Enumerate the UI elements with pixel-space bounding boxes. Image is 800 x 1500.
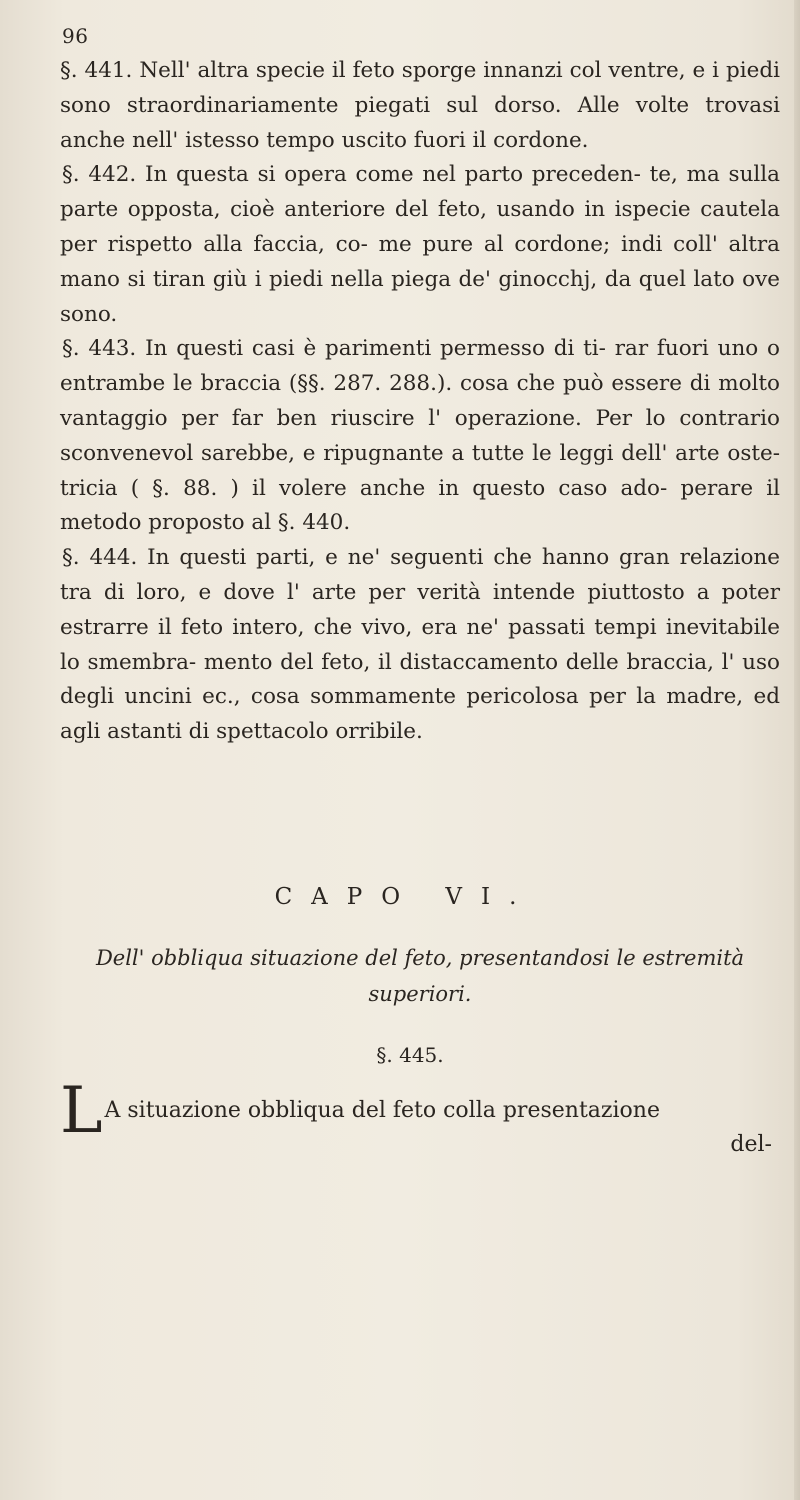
paragraph-443: §. 443. In questi casi è parimenti permesso di ti- rar fuori uno o entrambe le braccia (§§. 287. 288.). cosa che può essere di molto vantaggio per far ben riuscire l' operazione. Per lo contrario sconvenevol sarebbe, e ripugnante a tutte le leggi dell' arte oste- tricia ( §. 88. ) il volere anche in questo caso ado- perare il metodo proposto al §. 440. [60,336,780,536]
paragraph-444: §. 444. In questi parti, e ne' seguenti che hanno gran relazione tra di loro, e dove l' arte per verità intende piuttosto a poter estrarre il feto intero, che vivo, era ne' passati tempi inevitabile lo smembra- mento del feto, il distaccamento delle braccia, l' uso degli uncini ec., cosa sommamente pericolosa per la madre, ed agli astanti di spettacolo orribile. [60,545,780,745]
chapter-title: CAPO VI. [274,884,536,910]
body-text [60,54,780,750]
paragraph-441: §. 441. Nell' altra specie il feto sporge innanzi col ventre, e i piedi sono straordinariamente piegati sul dorso. Alle volte trovasi anche nell' istesso tempo uscito fuori il cordone. [60,58,780,153]
chapter-subtitle: Dell' obbliqua situazione del feto, presentandosi le estremità superiori. [95,946,745,1006]
page-number: 96 [62,24,89,48]
page-edge [794,0,800,1500]
section-number: §. 445. [376,1043,444,1067]
drop-cap: L [60,1074,103,1148]
opening-paragraph [60,1074,780,1162]
opening-line: A situazione obbliqua del feto colla presentazione [104,1098,660,1123]
paragraph-442: §. 442. In questa si opera come nel parto preceden- te, ma sulla parte opposta, cioè anteriore del feto, usando in ispecie cautela per rispetto alla faccia, co- me pure al cordone; indi coll' altra mano si tiran giù i piedi nella piega de' ginocchj, da quel lato ove sono. [60,162,780,327]
catchword: del- [730,1132,772,1157]
